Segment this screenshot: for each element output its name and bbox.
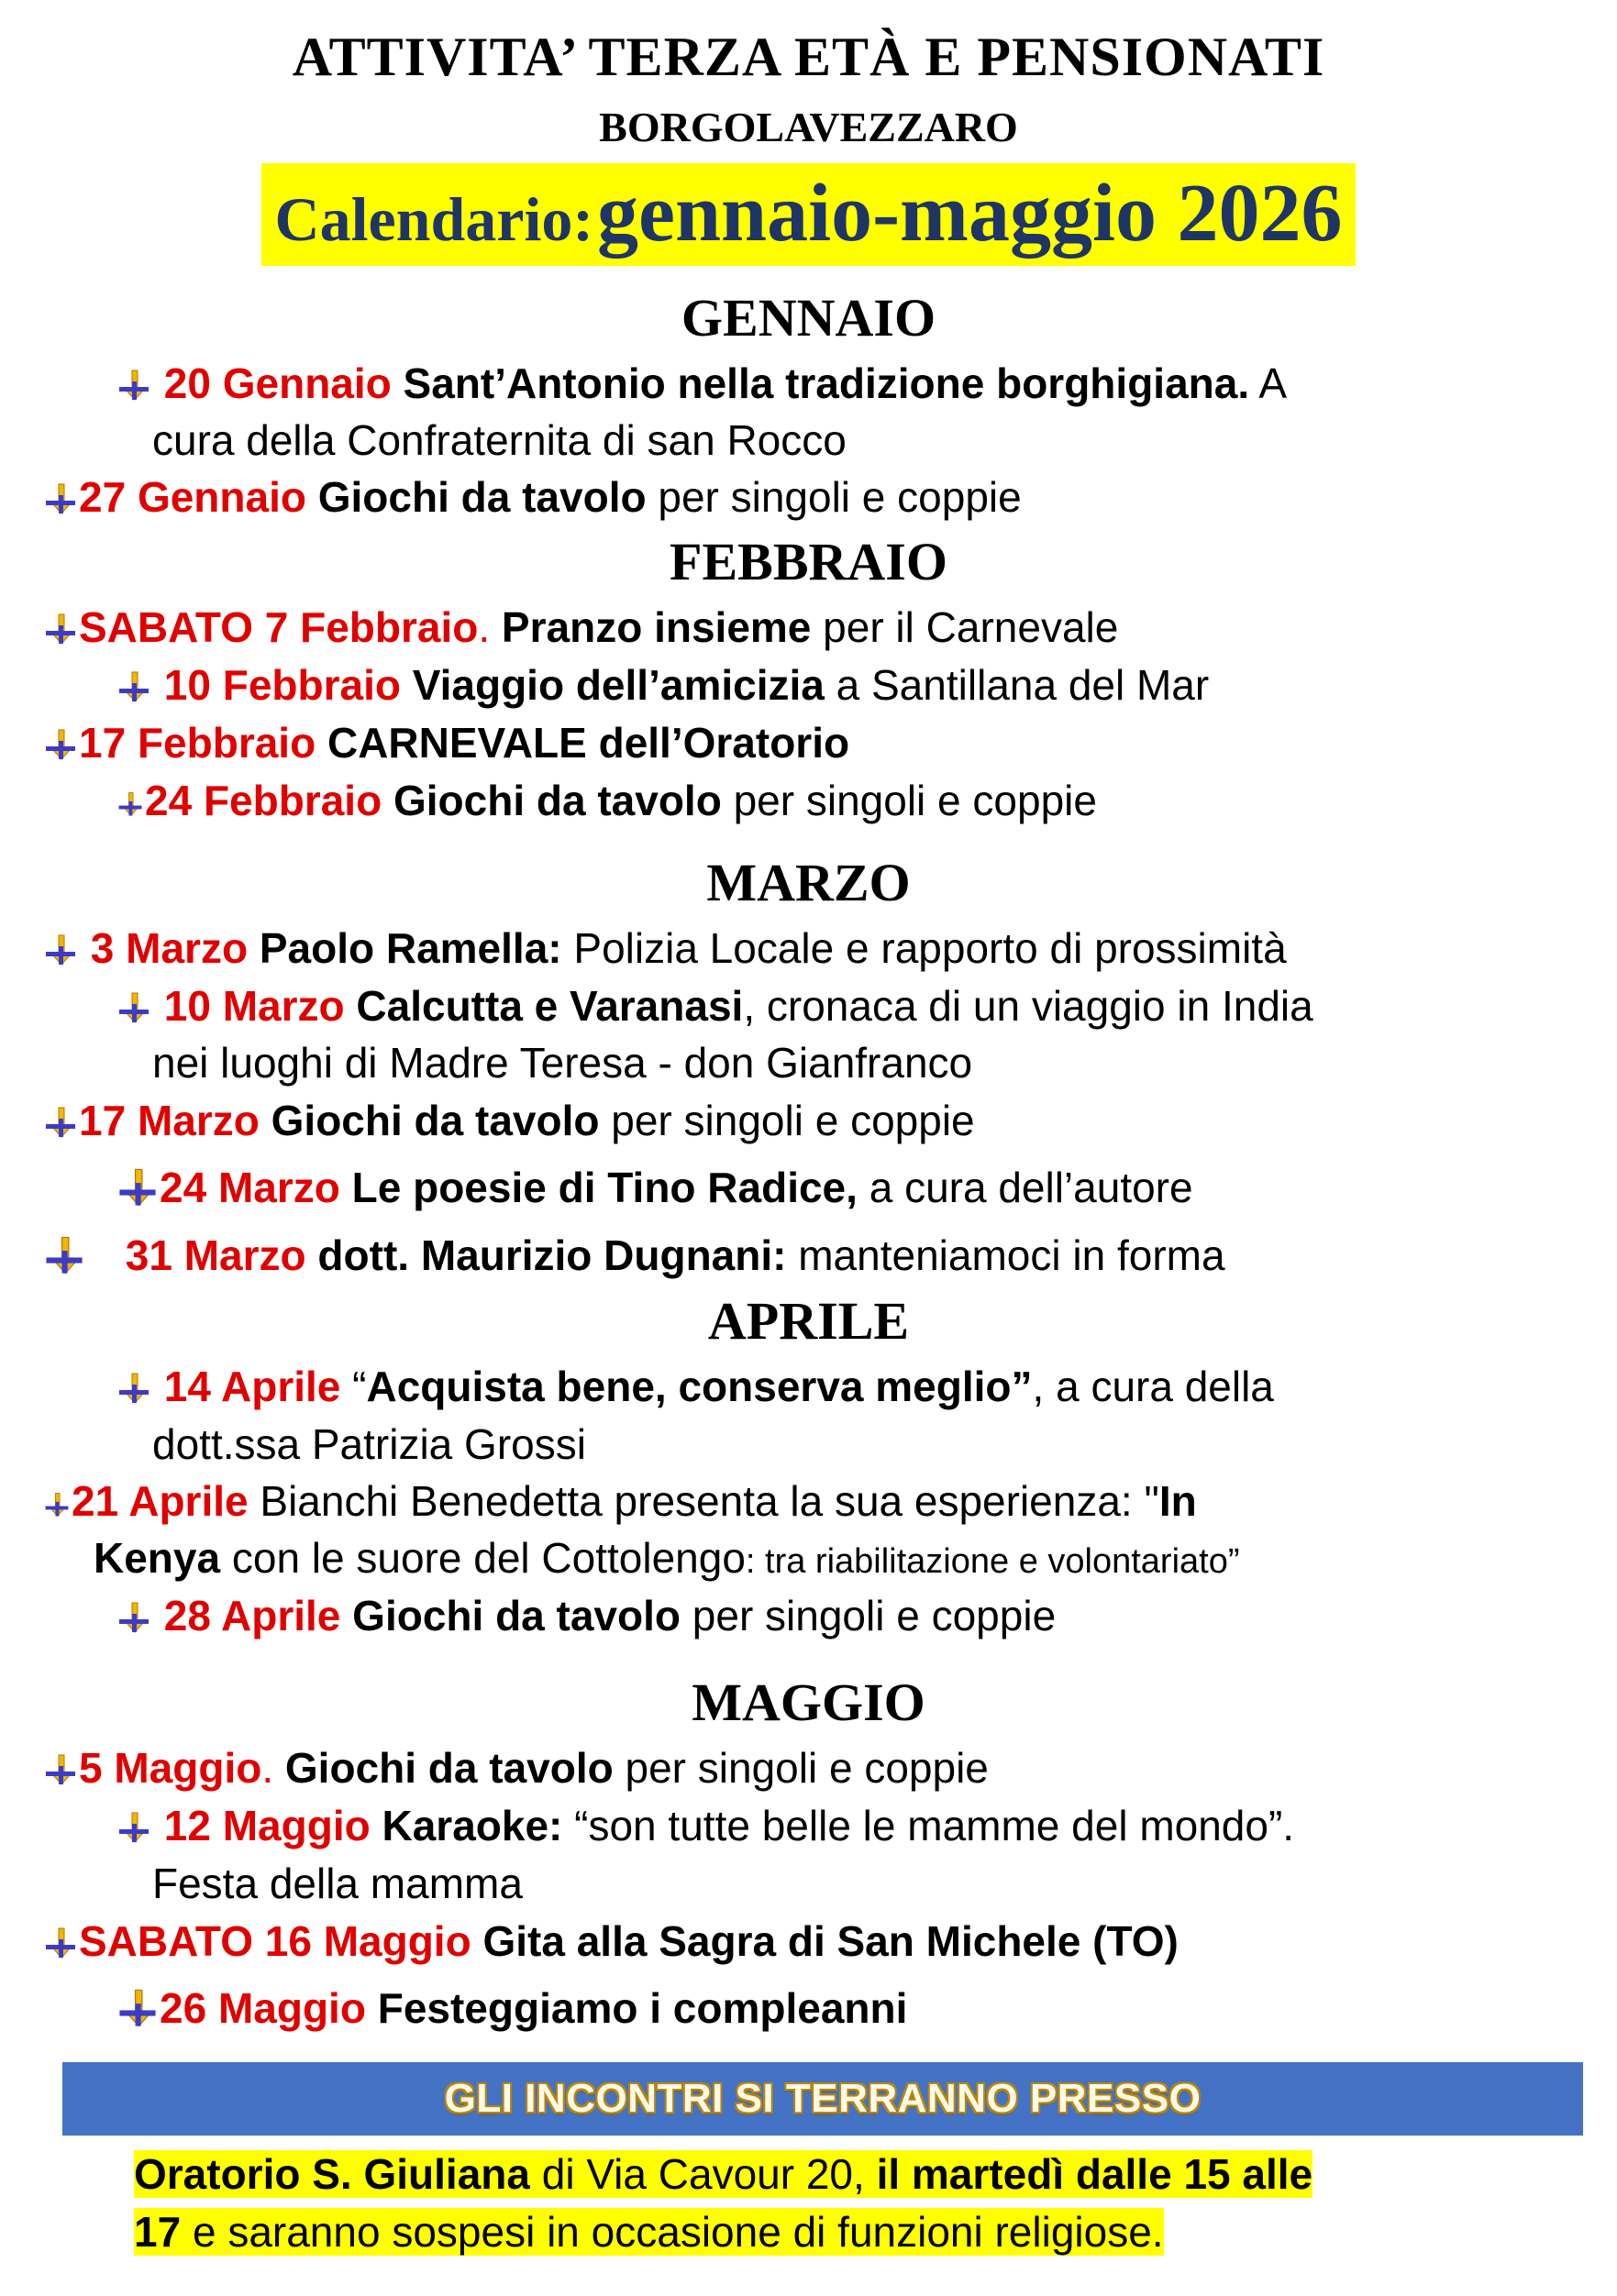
event-line: [44, 1231, 1225, 1280]
event-detail: per il Carnevale: [811, 603, 1119, 651]
arrow-bullet-icon: [117, 670, 150, 703]
event-title: Paolo Ramella:: [259, 924, 562, 972]
event-date: 24 Febbraio: [145, 777, 382, 824]
event-title: Karaoke:: [382, 1802, 563, 1849]
event-title: Acquista bene, conserva meglio”: [366, 1363, 1033, 1410]
event-date: 5 Maggio: [79, 1744, 262, 1792]
venue-schedule: il martedì dalle 15 alle: [876, 2150, 1313, 2198]
event-title: Giochi da tavolo: [271, 1097, 600, 1144]
event-title: CARNEVALE dell’Oratorio: [327, 719, 850, 767]
event-line: [117, 359, 1287, 408]
arrow-bullet-icon: [44, 482, 77, 515]
event-detail: A: [1249, 359, 1288, 407]
venue-address: di Via Cavour 20,: [529, 2150, 877, 2198]
arrow-bullet-icon: [44, 1926, 77, 1959]
event-line: [117, 1591, 1056, 1640]
month-febbraio: FEBBRAIO: [670, 532, 947, 591]
event-title: Le poesie di Tino Radice,: [351, 1164, 858, 1211]
event-date: SABATO 16 Maggio: [79, 1917, 471, 1965]
event-date: 27 Gennaio: [79, 473, 306, 521]
event-title: In: [1158, 1477, 1197, 1525]
month-gennaio: GENNAIO: [681, 288, 936, 348]
event-detail: a Santillana del Mar: [824, 661, 1210, 709]
event-line: [117, 1801, 1294, 1850]
event-date: 31 Marzo: [125, 1231, 306, 1279]
town-name: BORGOLAVEZZARO: [599, 104, 1018, 150]
event-line: [117, 1163, 1193, 1212]
event-title: Sant’Antonio nella tradizione borghigiana.: [403, 359, 1250, 407]
venue-note: e saranno sospesi in occasione di funzioni religiose.: [181, 2208, 1164, 2256]
event-continuation: Festa della mamma: [152, 1860, 523, 1907]
arrow-bullet-icon: [44, 728, 77, 761]
event-continuation: dott.ssa Patrizia Grossi: [152, 1420, 586, 1468]
event-title: Giochi da tavolo: [393, 777, 722, 824]
event-date: SABATO 7 Febbraio: [79, 603, 479, 651]
arrow-bullet-icon: [117, 1167, 158, 1208]
event-line: [44, 1743, 989, 1793]
venue-info-line-2: [134, 2207, 1164, 2257]
event-title: Giochi da tavolo: [273, 1744, 614, 1792]
event-detail: “son tutte belle le mamme del mondo”.: [562, 1802, 1295, 1849]
event-line: [117, 776, 1097, 825]
venue-schedule-end: 17: [134, 2208, 182, 2256]
event-detail: per singoli e coppie: [599, 1097, 975, 1144]
month-aprile: APRILE: [707, 1291, 910, 1351]
event-line: [44, 718, 849, 767]
event-title: Giochi da tavolo: [317, 473, 647, 521]
event-detail: , cronaca di un viaggio in India: [743, 982, 1313, 1030]
venue-banner-text: GLI INCONTRI SI TERRANNO PRESSO: [444, 2076, 1202, 2121]
event-date: 10 Febbraio: [163, 661, 401, 709]
event-title: Calcutta e Varanasi: [356, 982, 744, 1030]
event-date-sep: .: [261, 1744, 274, 1792]
event-date: 3 Marzo: [90, 924, 249, 972]
event-date: 10 Marzo: [163, 982, 345, 1030]
event-line: [44, 1476, 1197, 1526]
event-date: 21 Aprile: [72, 1477, 249, 1525]
arrow-bullet-icon: [117, 791, 143, 817]
arrow-bullet-icon: [117, 369, 150, 402]
arrow-bullet-icon: [44, 1492, 70, 1518]
event-date: 28 Aprile: [163, 1592, 341, 1639]
month-marzo: MARZO: [706, 853, 911, 912]
event-date: 20 Gennaio: [163, 359, 392, 407]
arrow-bullet-icon: [44, 613, 77, 646]
arrow-bullet-icon: [117, 1988, 158, 2028]
arrow-bullet-icon: [117, 1601, 150, 1634]
arrow-bullet-icon: [44, 933, 77, 966]
calendar-heading-wrap: [0, 163, 1617, 266]
month-maggio: MAGGIO: [692, 1672, 925, 1732]
event-detail: manteniamoci in forma: [786, 1231, 1225, 1279]
event-cont-bold: Kenya: [94, 1534, 221, 1582]
event-date-sep: .: [478, 603, 491, 651]
event-line: [117, 981, 1313, 1031]
arrow-bullet-icon: [44, 1106, 77, 1139]
event-detail: per singoli e coppie: [721, 777, 1097, 824]
event-line: [117, 1983, 907, 2033]
arrow-bullet-icon: [117, 991, 150, 1024]
arrow-bullet-icon: [117, 1811, 150, 1844]
event-title: Festeggiamo i compleanni: [377, 1984, 908, 2032]
event-detail: per singoli e coppie: [646, 473, 1022, 521]
event-date: 14 Aprile: [163, 1363, 341, 1410]
event-title: Giochi da tavolo: [352, 1592, 681, 1639]
event-line: [117, 660, 1209, 710]
event-line: [44, 472, 1022, 522]
event-title: Gita alla Sagra di San Michele (TO): [482, 1917, 1179, 1965]
event-continuation: [94, 1533, 1240, 1586]
calendar-period: gennaio-maggio 2026: [597, 168, 1343, 259]
event-date: 17 Marzo: [79, 1097, 260, 1144]
flyer-title: ATTIVITA’ TERZA ETÀ E PENSIONATI: [292, 27, 1325, 87]
event-detail: Polizia Locale e rapporto di prossimità: [561, 924, 1287, 972]
event-detail: per singoli e coppie: [681, 1592, 1057, 1639]
venue-place: Oratorio S. Giuliana: [134, 2150, 530, 2198]
event-title: Pranzo insieme: [490, 603, 812, 651]
arrow-bullet-icon: [117, 1372, 150, 1405]
venue-info-line-1: [134, 2149, 1312, 2199]
event-date: 17 Febbraio: [79, 719, 316, 767]
event-date: 24 Marzo: [160, 1164, 340, 1211]
event-title: Viaggio dell’amicizia: [412, 661, 825, 709]
arrow-bullet-icon: [44, 1235, 84, 1275]
event-continuation: cura della Confraternita di san Rocco: [152, 416, 847, 464]
event-detail: a cura dell’autore: [857, 1164, 1193, 1211]
calendar-heading: [261, 163, 1355, 266]
event-cont-small: : tra riabilitazione e volontariato”: [745, 1542, 1240, 1581]
venue-banner: [62, 2062, 1583, 2136]
calendar-prefix: Calendario:: [274, 184, 594, 254]
event-quote: “: [340, 1363, 367, 1410]
event-line: [44, 1916, 1179, 1966]
event-date: 26 Maggio: [160, 1984, 366, 2032]
event-continuation: nei luoghi di Madre Teresa - don Gianfranco: [152, 1039, 973, 1087]
event-detail: Bianchi Benedetta presenta la sua esperienza: ": [248, 1477, 1159, 1525]
event-detail: per singoli e coppie: [613, 1744, 989, 1792]
event-line: [44, 923, 1287, 973]
event-line: [117, 1362, 1274, 1411]
event-line: [44, 1096, 975, 1145]
event-cont-detail: con le suore del Cottolengo: [220, 1534, 746, 1582]
event-title: dott. Maurizio Dugnani:: [317, 1231, 787, 1279]
event-date: 12 Maggio: [163, 1802, 371, 1849]
event-line: [44, 602, 1118, 652]
event-detail: , a cura della: [1032, 1363, 1274, 1410]
arrow-bullet-icon: [44, 1753, 77, 1786]
